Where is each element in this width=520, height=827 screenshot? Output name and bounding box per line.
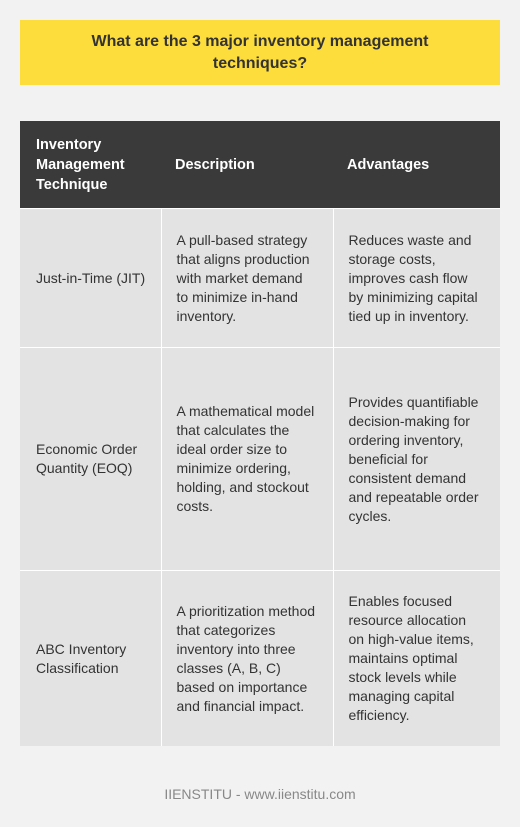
cell-advantages: Provides quantifiable decision-making for ordering inventory, beneficial for consistent demand and repeatable order cycles.	[333, 348, 500, 571]
cell-technique: Just-in-Time (JIT)	[20, 209, 161, 348]
techniques-table	[20, 121, 500, 746]
cell-description: A prioritization method that categorizes inventory into three classes (A, B, C) based on importance and financial impact.	[161, 571, 333, 747]
cell-description: A mathematical model that calculates the ideal order size to minimize ordering, holding, and stockout costs.	[161, 348, 333, 571]
cell-technique: ABC Inventory Classification	[20, 571, 161, 747]
table-row	[20, 209, 500, 348]
header-advantages: Advantages	[333, 121, 500, 209]
cell-advantages: Reduces waste and storage costs, improves cash flow by minimizing capital tied up in inventory.	[333, 209, 500, 348]
cell-technique: Economic Order Quantity (EOQ)	[20, 348, 161, 571]
cell-advantages: Enables focused resource allocation on high-value items, maintains optimal stock levels while managing capital efficiency.	[333, 571, 500, 747]
page-title: What are the 3 major inventory management techniques?	[91, 32, 429, 72]
title-banner	[20, 20, 500, 85]
table-row	[20, 348, 500, 571]
table-row	[20, 571, 500, 747]
header-description: Description	[161, 121, 333, 209]
cell-description: A pull-based strategy that aligns production with market demand to minimize in-hand inventory.	[161, 209, 333, 348]
table-header-row	[20, 121, 500, 209]
footer-credit: IIENSTITU - www.iienstitu.com	[164, 786, 356, 802]
header-technique: Inventory Management Technique	[20, 121, 161, 209]
